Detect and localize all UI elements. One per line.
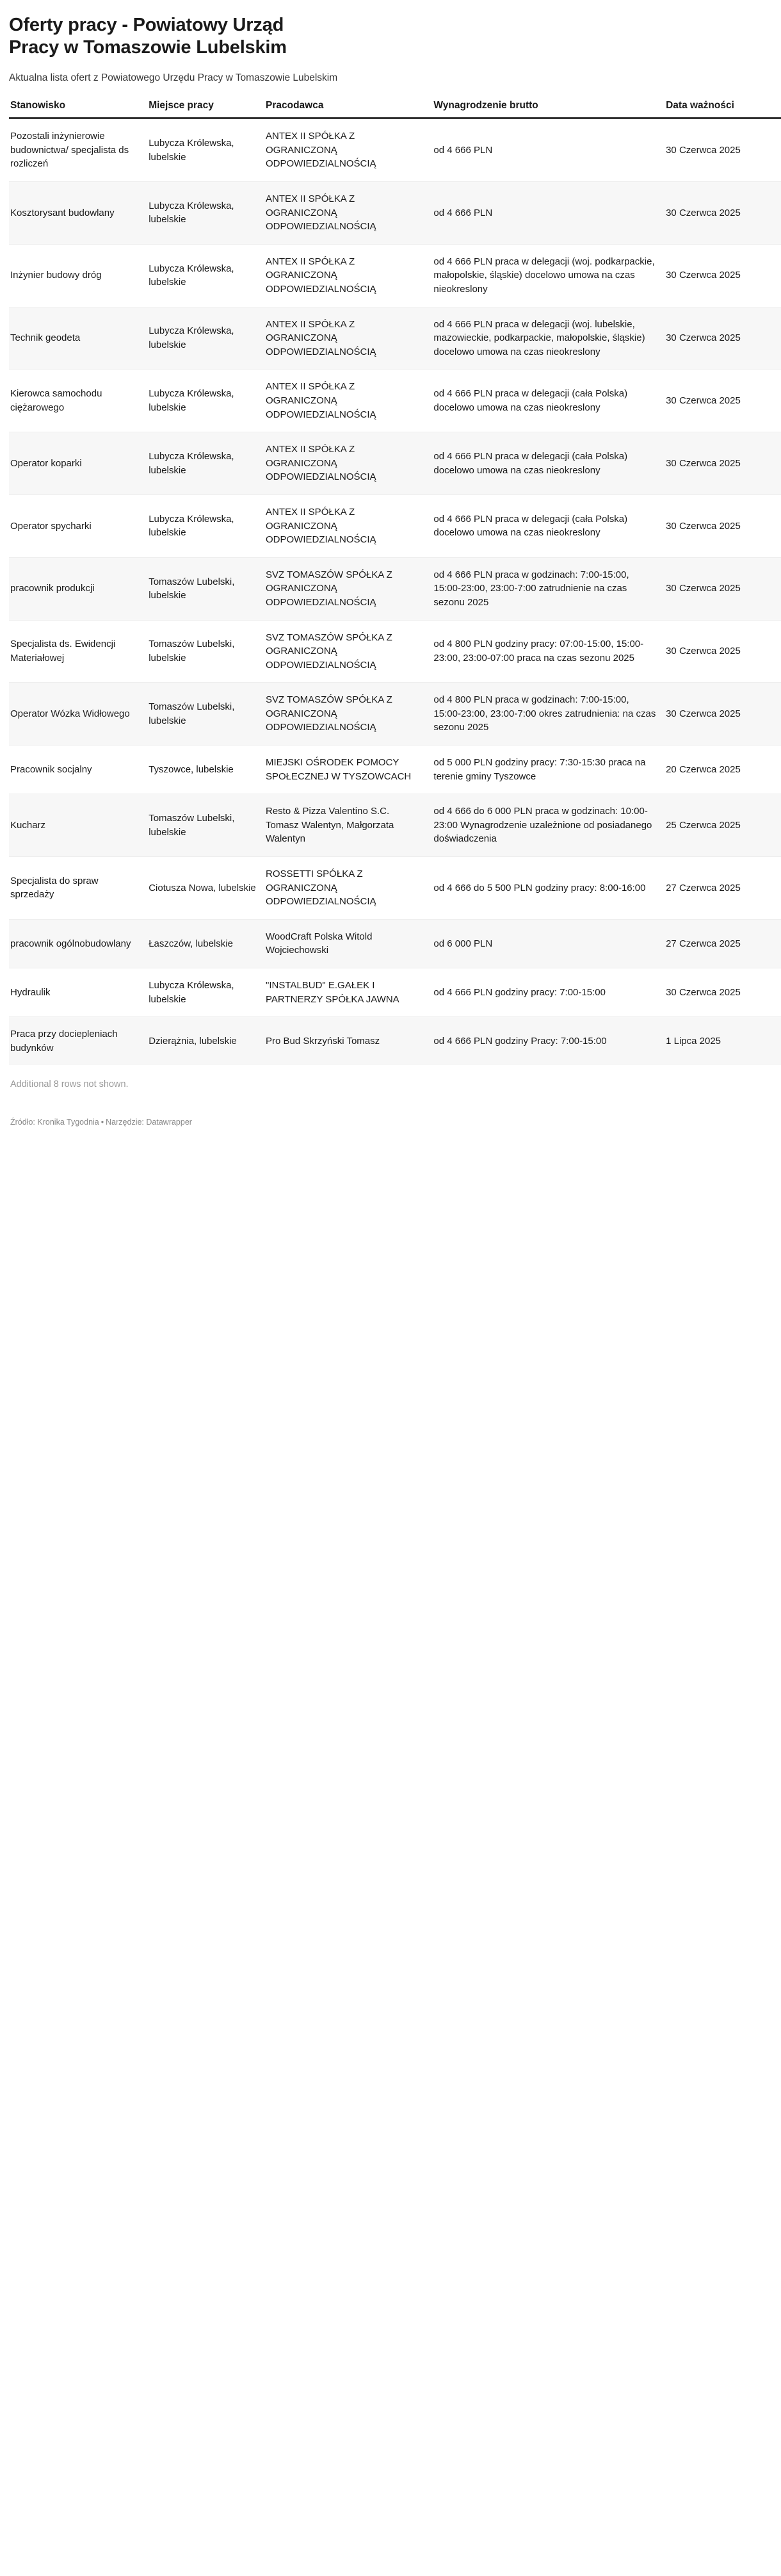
cell-pracodawca: ANTEX II SPÓŁKA Z OGRANICZONĄ ODPOWIEDZIALNOŚCIĄ (266, 244, 433, 307)
table-row (9, 857, 781, 920)
cell-miejsce: Lubycza Królewska, lubelskie (149, 494, 266, 557)
cell-pracodawca: Resto & Pizza Valentino S.C. Tomasz Walentyn, Małgorzata Walentyn (266, 794, 433, 857)
table-row (9, 557, 781, 620)
cell-stanowisko: Praca przy dociepleniach budynków (10, 1029, 118, 1054)
cell-data: 30 Czerwca 2025 (666, 244, 781, 307)
cell-miejsce: Lubycza Królewska, lubelskie (149, 244, 266, 307)
cell-miejsce: Tyszowce, lubelskie (149, 746, 266, 794)
cell-miejsce: Łaszczów, lubelskie (149, 919, 266, 968)
cell-wynagrodzenie: od 5 000 PLN godziny pracy: 7:30-15:30 praca na terenie gminy Tyszowce (433, 746, 666, 794)
table-row (9, 746, 781, 794)
table-row (9, 432, 781, 495)
cell-pracodawca: SVZ TOMASZÓW SPÓŁKA Z OGRANICZONĄ ODPOWIEDZIALNOŚCIĄ (266, 557, 433, 620)
table-row (9, 683, 781, 746)
cell-miejsce: Lubycza Królewska, lubelskie (149, 968, 266, 1017)
cell-miejsce: Tomaszów Lubelski, lubelskie (149, 557, 266, 620)
cell-pracodawca: ANTEX II SPÓŁKA Z OGRANICZONĄ ODPOWIEDZIALNOŚCIĄ (266, 182, 433, 245)
table-row (9, 307, 781, 370)
table-header (9, 99, 781, 118)
column-header-miejsce-pracy[interactable]: Miejsce pracy (149, 99, 266, 118)
cell-wynagrodzenie: od 4 666 PLN praca w godzinach: 7:00-15:00, 15:00-23:00, 23:00-7:00 zatrudnienie na czas sezonu 2025 (433, 557, 666, 620)
cell-pracodawca: ANTEX II SPÓŁKA Z OGRANICZONĄ ODPOWIEDZIALNOŚCIĄ (266, 494, 433, 557)
cell-pracodawca: SVZ TOMASZÓW SPÓŁKA Z OGRANICZONĄ ODPOWIEDZIALNOŚCIĄ (266, 683, 433, 746)
rows-not-shown-note: Additional 8 rows not shown. (10, 1079, 129, 1090)
cell-stanowisko: Hydraulik (9, 968, 149, 1017)
table-header-row (9, 99, 781, 118)
cell-data: 30 Czerwca 2025 (666, 118, 781, 182)
cell-miejsce: Lubycza Królewska, lubelskie (149, 118, 266, 182)
table-row (9, 1017, 781, 1066)
cell-pracodawca: ANTEX II SPÓŁKA Z OGRANICZONĄ ODPOWIEDZIALNOŚCIĄ (266, 432, 433, 495)
cell-stanowisko: Kucharz (9, 794, 149, 857)
cell-data: 30 Czerwca 2025 (666, 557, 781, 620)
cell-data: 30 Czerwca 2025 (666, 620, 781, 683)
cell-data: 25 Czerwca 2025 (666, 794, 781, 857)
job-offers-table-container (9, 99, 781, 1066)
cell-miejsce: Tomaszów Lubelski, lubelskie (149, 683, 266, 746)
column-header-wynagrodzenie[interactable]: Wynagrodzenie brutto (433, 99, 666, 118)
cell-miejsce: Tomaszów Lubelski, lubelskie (149, 794, 266, 857)
cell-miejsce: Lubycza Królewska, lubelskie (149, 182, 266, 245)
cell-wynagrodzenie: od 4 666 PLN (433, 182, 666, 245)
cell-pracodawca: Pro Bud Skrzyński Tomasz (266, 1036, 380, 1047)
table-row (9, 968, 781, 1017)
column-header-data-waznosci[interactable]: Data ważności (666, 99, 781, 118)
cell-miejsce: Dzierążnia, lubelskie (149, 1036, 237, 1047)
column-header-pracodawca[interactable]: Pracodawca (266, 99, 433, 118)
page-title: Oferty pracy - Powiatowy Urząd Pracy w Tomaszowie Lubelskim (9, 15, 287, 58)
cell-data: 30 Czerwca 2025 (666, 182, 781, 245)
cell-data: 30 Czerwca 2025 (666, 683, 781, 746)
cell-pracodawca: ROSSETTI SPÓŁKA Z OGRANICZONĄ ODPOWIEDZIALNOŚCIĄ (266, 857, 433, 920)
job-offers-table (9, 99, 781, 1066)
cell-stanowisko: Kierowca samochodu ciężarowego (9, 370, 149, 432)
cell-data: 30 Czerwca 2025 (666, 370, 781, 432)
page-subtitle: Aktualna lista ofert z Powiatowego Urzędu Pracy w Tomaszowie Lubelskim (9, 72, 338, 83)
cell-stanowisko: pracownik ogólnobudowlany (9, 919, 149, 968)
cell-miejsce: Tomaszów Lubelski, lubelskie (149, 620, 266, 683)
cell-data: 27 Czerwca 2025 (666, 919, 781, 968)
table-row (9, 370, 781, 432)
cell-wynagrodzenie: od 4 666 PLN praca w delegacji (cała Polska) docelowo umowa na czas nieokreslony (433, 432, 666, 495)
cell-stanowisko: Specjalista do spraw sprzedaży (9, 857, 149, 920)
cell-stanowisko: Kosztorysant budowlany (9, 182, 149, 245)
tool-value: Datawrapper (146, 1118, 192, 1127)
cell-miejsce: Lubycza Królewska, lubelskie (149, 307, 266, 370)
table-row (9, 494, 781, 557)
cell-stanowisko: Operator koparki (9, 432, 149, 495)
cell-data: 30 Czerwca 2025 (666, 432, 781, 495)
cell-miejsce: Ciotusza Nowa, lubelskie (149, 857, 266, 920)
table-row (9, 118, 781, 182)
cell-wynagrodzenie: od 4 800 PLN godziny pracy: 07:00-15:00, 15:00-23:00, 23:00-07:00 praca na czas sezonu 2025 (433, 620, 666, 683)
table-row (9, 182, 781, 245)
cell-stanowisko: Inżynier budowy dróg (9, 244, 149, 307)
cell-pracodawca: WoodCraft Polska Witold Wojciechowski (266, 919, 433, 968)
cell-pracodawca: MIEJSKI OŚRODEK POMOCY SPOŁECZNEJ W TYSZOWCACH (266, 746, 433, 794)
cell-data: 20 Czerwca 2025 (666, 746, 781, 794)
cell-wynagrodzenie: od 6 000 PLN (433, 919, 666, 968)
cell-wynagrodzenie: od 4 666 PLN godziny pracy: 7:00-15:00 (433, 968, 666, 1017)
cell-data: 27 Czerwca 2025 (666, 857, 781, 920)
cell-miejsce: Lubycza Królewska, lubelskie (149, 432, 266, 495)
source-value: Kronika Tygodnia (37, 1118, 99, 1127)
table-row (9, 794, 781, 857)
cell-wynagrodzenie: od 4 666 PLN (433, 118, 666, 182)
tool-label: Narzędzie: (106, 1118, 144, 1127)
cell-data: 30 Czerwca 2025 (666, 307, 781, 370)
table-row (9, 620, 781, 683)
cell-stanowisko: Operator Wózka Widłowego (9, 683, 149, 746)
table-row (9, 244, 781, 307)
cell-pracodawca: SVZ TOMASZÓW SPÓŁKA Z OGRANICZONĄ ODPOWIEDZIALNOŚCIĄ (266, 620, 433, 683)
cell-pracodawca: ANTEX II SPÓŁKA Z OGRANICZONĄ ODPOWIEDZIALNOŚCIĄ (266, 307, 433, 370)
cell-pracodawca: ANTEX II SPÓŁKA Z OGRANICZONĄ ODPOWIEDZIALNOŚCIĄ (266, 118, 433, 182)
cell-stanowisko: Specjalista ds. Ewidencji Materiałowej (9, 620, 149, 683)
datawrapper-table-page (0, 0, 781, 1133)
notes-separator: • (101, 1118, 104, 1127)
cell-data: 30 Czerwca 2025 (666, 968, 781, 1017)
cell-wynagrodzenie: od 4 666 do 5 500 PLN godziny pracy: 8:00-16:00 (433, 857, 666, 920)
cell-wynagrodzenie: od 4 666 PLN praca w delegacji (cała Polska) docelowo umowa na czas nieokreslony (433, 494, 666, 557)
table-body (9, 118, 781, 1066)
cell-miejsce: Lubycza Królewska, lubelskie (149, 370, 266, 432)
cell-data: 30 Czerwca 2025 (666, 494, 781, 557)
cell-stanowisko: Operator spycharki (9, 494, 149, 557)
cell-wynagrodzenie: od 4 666 PLN godziny Pracy: 7:00-15:00 (433, 1036, 607, 1047)
cell-data: 1 Lipca 2025 (666, 1036, 721, 1047)
chart-notes (9, 1118, 781, 1133)
cell-pracodawca: "INSTALBUD" E.GAŁEK I PARTNERZY SPÓŁKA JAWNA (266, 968, 433, 1017)
cell-pracodawca: ANTEX II SPÓŁKA Z OGRANICZONĄ ODPOWIEDZIALNOŚCIĄ (266, 370, 433, 432)
cell-stanowisko: pracownik produkcji (9, 557, 149, 620)
cell-stanowisko: Technik geodeta (9, 307, 149, 370)
cell-stanowisko: Pracownik socjalny (9, 746, 149, 794)
cell-wynagrodzenie: od 4 800 PLN praca w godzinach: 7:00-15:00, 15:00-23:00, 23:00-7:00 okres zatrudnienia: na czas sezonu 2025 (433, 683, 666, 746)
cell-stanowisko: Pozostali inżynierowie budownictwa/ specjalista ds rozliczeń (9, 118, 149, 182)
cell-wynagrodzenie: od 4 666 do 6 000 PLN praca w godzinach: 10:00-23:00 Wynagrodzenie uzależnione od posiadanego doświadczenia (433, 794, 666, 857)
cell-wynagrodzenie: od 4 666 PLN praca w delegacji (cała Polska) docelowo umowa na czas nieokreslony (433, 370, 666, 432)
table-row (9, 919, 781, 968)
cell-wynagrodzenie: od 4 666 PLN praca w delegacji (woj. podkarpackie, małopolskie, śląskie) docelowo umowa na czas nieokreslony (433, 244, 666, 307)
source-label: Źródło: (10, 1118, 35, 1127)
column-header-stanowisko[interactable]: Stanowisko (9, 99, 149, 118)
cell-wynagrodzenie: od 4 666 PLN praca w delegacji (woj. lubelskie, mazowieckie, podkarpackie, małopolskie, śląskie) docelowo umowa na czas nieokreslony (433, 307, 666, 370)
